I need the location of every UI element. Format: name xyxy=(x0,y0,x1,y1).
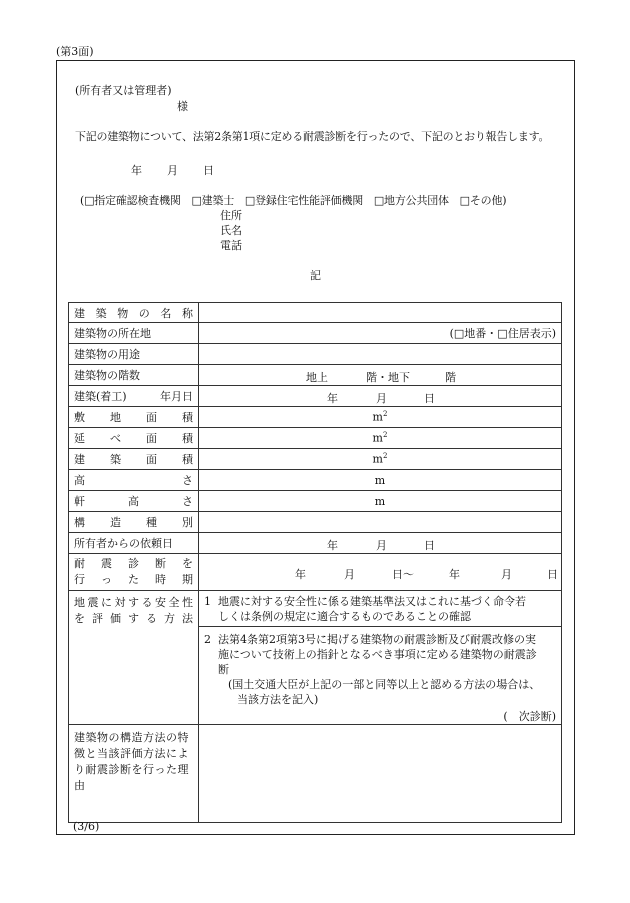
site-area-label-text: 敷 地 面 積 xyxy=(74,411,193,424)
report-date-year[interactable]: 年 xyxy=(131,164,142,177)
addressee-honorific: 様 xyxy=(177,100,188,113)
table-row xyxy=(69,365,562,386)
option-2-note-line2: 当該方法を記入) xyxy=(237,693,319,706)
reason-label-line4: 由 xyxy=(74,779,86,792)
eaves-height-label-left: 軒 xyxy=(74,495,85,508)
evaluation-method-label-line1 xyxy=(74,595,193,611)
table-row xyxy=(69,323,562,344)
table-row xyxy=(69,386,562,407)
table-row xyxy=(69,303,562,323)
report-date-month[interactable]: 月 xyxy=(167,164,178,177)
height-field[interactable] xyxy=(199,470,562,491)
building-use-field[interactable] xyxy=(199,344,562,365)
diagnosis-start-month: 月 xyxy=(344,568,355,581)
eaves-height-field[interactable] xyxy=(199,491,562,512)
building-use-label: 建築物の用途 xyxy=(69,344,199,365)
location-type-checkboxes[interactable]: (□地番・□住居表示) xyxy=(449,327,556,340)
option-2-note-line1: (国土交通大臣が上記の一部と同等以上と認める方法の場合は、 xyxy=(228,678,541,691)
table-row xyxy=(69,428,562,449)
evaluation-method-label-line1-text: 地 震 に 対 す る 安 全 性 xyxy=(74,596,193,609)
structure-type-field[interactable] xyxy=(199,512,562,533)
table-row xyxy=(69,591,562,627)
building-info-table xyxy=(68,302,562,823)
reason-field[interactable] xyxy=(199,725,562,823)
eaves-height-label-mid: 高 xyxy=(128,495,139,508)
request-day: 日 xyxy=(424,539,435,552)
reason-label-line2: 徴と当該評価方法によ xyxy=(74,747,189,760)
building-location-label: 建築物の所在地 xyxy=(69,323,199,344)
evaluation-method-label-line2 xyxy=(74,611,193,627)
building-area-field[interactable] xyxy=(199,449,562,470)
request-year: 年 xyxy=(327,539,338,552)
diagnosis-period-label-line2 xyxy=(74,572,193,588)
construction-month: 月 xyxy=(376,392,387,405)
table-row xyxy=(69,491,562,512)
floors-label: 建築物の階数 xyxy=(69,365,199,386)
table-row xyxy=(69,344,562,365)
option-2-line1: 法第4条第2項第3号に掲げる建築物の耐震診断及び耐震改修の実 xyxy=(218,633,536,646)
reason-label-line3: り耐震診断を行った理 xyxy=(74,763,189,776)
option-2-suffix[interactable]: ( 次診断) xyxy=(503,710,556,723)
structure-type-label-text: 構 造 種 別 xyxy=(74,516,193,529)
floor-area-label-text: 延 べ 面 積 xyxy=(74,432,193,445)
evaluation-option-1[interactable] xyxy=(199,591,562,627)
building-area-unit-sup: 2 xyxy=(382,452,388,461)
diagnosis-period-label-line1-text: 耐 震 診 断 を xyxy=(74,557,193,570)
construction-year: 年 xyxy=(327,392,338,405)
report-date-day[interactable]: 日 xyxy=(203,164,214,177)
height-label-right: さ xyxy=(182,474,193,487)
table-row xyxy=(69,449,562,470)
floors-end-text: 階 xyxy=(445,371,456,384)
floor-area-unit-sup: 2 xyxy=(382,431,388,440)
option-1-line2: しくは条例の規定に適合するものであることの確認 xyxy=(218,609,471,623)
construction-date-label-right: 年月日 xyxy=(160,390,193,403)
site-area-field[interactable] xyxy=(199,407,562,428)
ki-heading: 記 xyxy=(310,269,321,282)
building-name-label xyxy=(74,305,193,321)
diagnosis-period-label-line1 xyxy=(74,556,193,572)
evaluation-method-label-line2-text: を 評 価 す る 方 法 xyxy=(74,612,193,625)
table-row xyxy=(69,533,562,554)
floors-above-text: 地上 xyxy=(306,371,328,384)
height-label-left: 高 xyxy=(74,474,85,487)
eaves-height-label-right: さ xyxy=(182,495,193,508)
height-label xyxy=(74,472,193,488)
reporter-address-label: 住所 xyxy=(220,209,242,222)
floor-area-field[interactable] xyxy=(199,428,562,449)
site-area-label xyxy=(74,409,193,425)
diagnosis-end-month: 月 xyxy=(501,568,512,581)
floors-field[interactable] xyxy=(199,365,562,386)
table-row xyxy=(69,407,562,428)
building-name-field[interactable] xyxy=(199,303,562,323)
building-area-unit: m xyxy=(372,452,383,466)
structure-type-label xyxy=(74,514,193,530)
floors-mid-text: 階・地下 xyxy=(366,371,410,384)
diagnosis-period-label-line2-text: 行 っ た 時 期 xyxy=(74,573,193,586)
request-date-label: 所有者からの依頼日 xyxy=(69,533,199,554)
reporter-phone-label: 電話 xyxy=(220,239,242,252)
evaluation-option-2[interactable] xyxy=(199,627,562,725)
option-1-line1: 地震に対する安全性に係る建築基準法又はこれに基づく命令若 xyxy=(218,594,526,608)
table-row xyxy=(69,554,562,591)
table-row xyxy=(69,512,562,533)
reporter-name-label: 氏名 xyxy=(220,224,242,237)
building-area-label xyxy=(74,451,193,467)
building-name-label-text: 建 築 物 の 名 称 xyxy=(74,306,193,320)
option-2-line2: 施について技術上の指針となるべき事項に定める建築物の耐震診 xyxy=(218,648,537,661)
diagnosis-end-year: 年 xyxy=(449,568,460,581)
option-2-number: 2 xyxy=(204,633,211,646)
table-row xyxy=(69,470,562,491)
reporter-type-checkboxes[interactable]: (□指定確認検査機関 □建築士 □登録住宅性能評価機関 □地方公共団体 □その他) xyxy=(80,194,507,207)
table-row xyxy=(69,725,562,823)
reason-label-line1: 建築物の構造方法の特 xyxy=(74,731,189,744)
request-date-field[interactable] xyxy=(199,533,562,554)
floor-area-unit: m xyxy=(372,431,383,445)
construction-date-label xyxy=(74,388,193,404)
floor-area-label xyxy=(74,430,193,446)
eaves-height-unit: m xyxy=(374,494,386,508)
report-statement: 下記の建築物について、法第2条第1項に定める耐震診断を行ったので、下記のとおり報告します。 xyxy=(75,130,550,143)
addressee-label: (所有者又は管理者) xyxy=(75,84,172,97)
building-area-label-text: 建 築 面 積 xyxy=(74,453,193,466)
site-area-unit: m xyxy=(372,410,383,424)
construction-day: 日 xyxy=(424,392,435,405)
request-month: 月 xyxy=(376,539,387,552)
construction-date-field[interactable] xyxy=(199,386,562,407)
option-1-number: 1 xyxy=(204,594,211,608)
footer-page-number: (3/6) xyxy=(73,820,100,833)
height-unit: m xyxy=(374,473,386,487)
diagnosis-period-field[interactable] xyxy=(199,554,562,591)
construction-date-label-left: 建築(着工) xyxy=(74,390,127,403)
diagnosis-start-day: 日～ xyxy=(392,568,414,581)
building-location-field[interactable] xyxy=(199,323,562,344)
option-2-line3: 断 xyxy=(218,663,229,676)
page-label: (第3面) xyxy=(56,45,94,58)
eaves-height-label xyxy=(74,493,193,509)
diagnosis-start-year: 年 xyxy=(295,568,306,581)
site-area-unit-sup: 2 xyxy=(382,410,388,419)
diagnosis-end-day: 日 xyxy=(547,568,558,581)
